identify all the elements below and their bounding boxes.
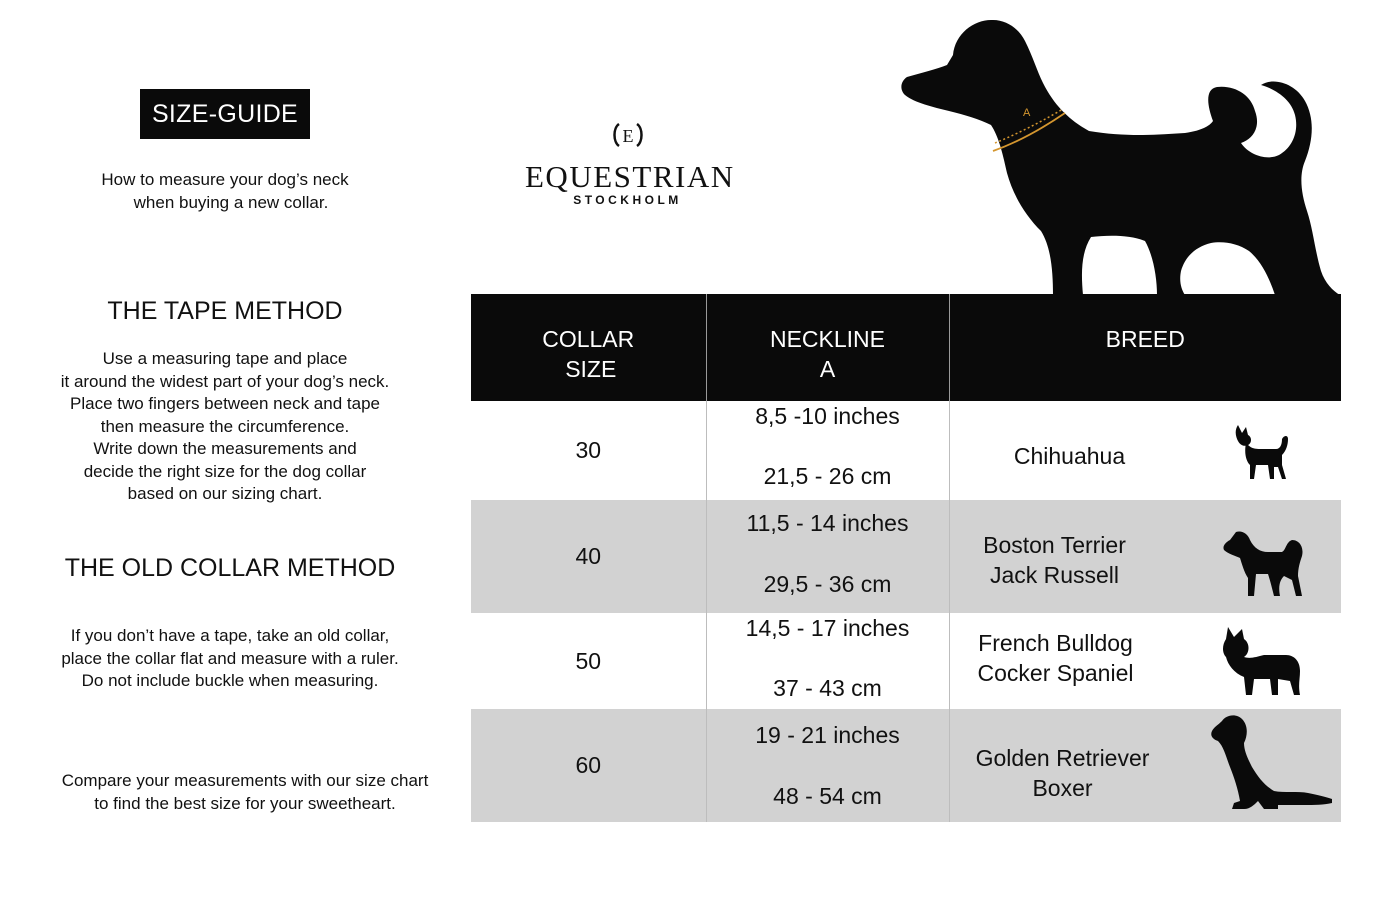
neckline-cm: 21,5 - 26 cm xyxy=(763,463,892,489)
neckline-cell xyxy=(706,709,949,822)
neckline-inches: 19 - 21 inches xyxy=(755,722,900,748)
neckline-cm: 29,5 - 36 cm xyxy=(763,571,892,597)
header-text: A xyxy=(819,356,836,382)
table-row xyxy=(471,709,1341,822)
breed-name: French Bulldog xyxy=(978,630,1133,656)
logo-mark-letter: E xyxy=(622,126,633,146)
breed-cell xyxy=(949,613,1341,709)
tape-method-text xyxy=(40,348,410,506)
tape-line: Place two fingers between neck and tape xyxy=(70,394,380,413)
tape-line: based on our sizing chart. xyxy=(127,484,323,503)
breed-name: Jack Russell xyxy=(989,562,1120,588)
header-text: BREED xyxy=(1105,326,1185,352)
hero-dog-icon xyxy=(895,15,1345,297)
neckline-cell xyxy=(706,500,949,613)
collar-size-cell: 30 xyxy=(471,401,706,500)
neckline-inches: 8,5 -10 inches xyxy=(755,403,900,429)
table-row xyxy=(471,613,1341,709)
table-row xyxy=(471,401,1341,500)
breed-name: Boxer xyxy=(1032,775,1093,801)
old-collar-text xyxy=(40,625,420,693)
logo-mark-icon xyxy=(611,118,645,152)
compare-line: to find the best size for your sweetheart. xyxy=(94,793,396,813)
intro-line: when buying a new collar. xyxy=(133,193,329,212)
bulldog-icon xyxy=(1220,625,1306,699)
size-guide-badge: SIZE-GUIDE xyxy=(140,89,310,139)
breed-name: Golden Retriever xyxy=(975,745,1150,771)
logo-wordmark: EQUESTRIAN xyxy=(525,159,735,194)
breed-cell xyxy=(949,709,1341,822)
tape-line: Write down the measurements and xyxy=(93,439,357,458)
collar-size-cell: 60 xyxy=(471,709,706,822)
size-chart-table xyxy=(471,294,1341,822)
neckline-cm: 48 - 54 cm xyxy=(773,783,882,809)
chihuahua-icon xyxy=(1230,421,1292,485)
tape-method-heading: THE TAPE METHOD xyxy=(107,297,343,325)
neck-label-a: A xyxy=(1023,107,1031,119)
tape-line: decide the right size for the dog collar xyxy=(83,461,367,481)
tape-line: then measure the circumference. xyxy=(100,416,350,436)
header-breed xyxy=(949,294,1341,401)
tape-line: Use a measuring tape and place xyxy=(102,349,348,368)
intro-line: How to measure your dog’s neck xyxy=(101,170,349,189)
neckline-inches: 11,5 - 14 inches xyxy=(746,510,909,536)
breed-cell xyxy=(949,401,1341,500)
neckline-cell xyxy=(706,613,949,709)
breed-name: Chihuahua xyxy=(1013,443,1126,469)
terrier-icon xyxy=(1222,528,1308,600)
compare-line: Compare your measurements with our size chart xyxy=(61,771,429,790)
table-row xyxy=(471,500,1341,613)
tape-line: it around the widest part of your dog’s neck. xyxy=(60,371,390,391)
old-line: place the collar flat and measure with a ruler. xyxy=(61,648,399,668)
neckline-cm: 37 - 43 cm xyxy=(773,675,882,701)
collar-size-cell: 40 xyxy=(471,500,706,613)
logo-subtitle: STOCKHOLM xyxy=(573,193,682,207)
old-collar-heading: THE OLD COLLAR METHOD xyxy=(64,554,396,582)
neckline-inches: 14,5 - 17 inches xyxy=(745,615,910,641)
header-neckline xyxy=(706,294,949,401)
header-text: SIZE xyxy=(565,356,617,382)
old-line: Do not include buckle when measuring. xyxy=(81,671,379,690)
breed-name: Cocker Spaniel xyxy=(977,660,1134,686)
table-header-row xyxy=(471,294,1341,401)
intro-text xyxy=(60,168,390,214)
header-text: NECKLINE xyxy=(769,326,886,352)
breed-cell xyxy=(949,500,1341,613)
collar-size-cell: 50 xyxy=(471,613,706,709)
breed-name: Boston Terrier xyxy=(983,532,1126,558)
header-text: COLLAR xyxy=(542,326,635,352)
neckline-cell xyxy=(706,401,949,500)
header-collar-size xyxy=(471,294,706,401)
compare-text xyxy=(40,770,450,815)
retriever-icon xyxy=(1208,713,1334,813)
old-line: If you don’t have a tape, take an old collar, xyxy=(70,626,390,645)
brand-logo xyxy=(525,118,735,207)
